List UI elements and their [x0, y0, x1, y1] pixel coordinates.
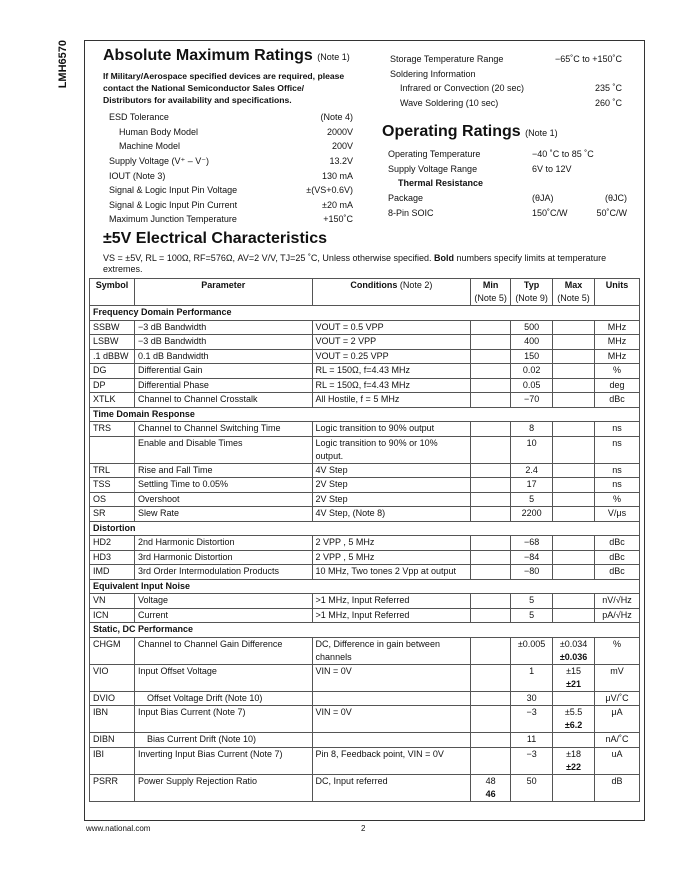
cell-cond: Logic transition to 90% or 10% output. [312, 436, 471, 463]
elec-section [103, 230, 638, 275]
cell-units: dBc [595, 565, 640, 580]
cell-sym [90, 436, 135, 463]
cell-units: ns [595, 463, 640, 478]
cell-min [471, 733, 511, 748]
abs-max-row: Maximum Junction Temperature +150˚C [109, 214, 353, 225]
cell-sym: IBI [90, 747, 135, 774]
cell-units: nV/√Hz [595, 594, 640, 609]
cell-max: ±0.034 ±0.036 [553, 637, 595, 664]
cell-sym: CHGM [90, 637, 135, 664]
table-row [90, 774, 640, 801]
cell-units: deg [595, 378, 640, 393]
table-row [90, 550, 640, 565]
cell-max [553, 436, 595, 463]
cell-param: Current [134, 608, 312, 623]
cell-param: Settling Time to 0.05% [134, 478, 312, 493]
cell-cond [312, 733, 471, 748]
cell-cond: VIN = 0V [312, 706, 471, 733]
cell-sym: ICN [90, 608, 135, 623]
cell-cond: VOUT = 0.5 VPP [312, 320, 471, 335]
cell-units: ns [595, 478, 640, 493]
cell-sym: IBN [90, 706, 135, 733]
cell-units: dBc [595, 536, 640, 551]
cell-cond: >1 MHz, Input Referred [312, 608, 471, 623]
abs-max-right-row: Storage Temperature Range −65˚C to +150˚C [390, 54, 622, 65]
cell-param: Rise and Fall Time [134, 463, 312, 478]
cell-min [471, 364, 511, 379]
cell-cond: DC, Difference in gain between channels [312, 637, 471, 664]
cell-typ: 0.05 [511, 378, 553, 393]
table-row [90, 463, 640, 478]
cell-param: −3 dB Bandwidth [134, 320, 312, 335]
cell-sym: TRL [90, 463, 135, 478]
cell-min [471, 378, 511, 393]
cell-cond: 2 VPP , 5 MHz [312, 536, 471, 551]
operating-ratings-title: Operating Ratings (Note 1) [382, 123, 558, 140]
cell-param: Enable and Disable Times [134, 436, 312, 463]
cell-sym: SSBW [90, 320, 135, 335]
cell-max [553, 463, 595, 478]
table-row [90, 393, 640, 408]
operating-ratings [382, 123, 627, 220]
cell-sym: IMD [90, 565, 135, 580]
cell-units: dBc [595, 393, 640, 408]
section-row [90, 306, 640, 321]
cell-max [553, 364, 595, 379]
cell-min [471, 320, 511, 335]
header-max: Max (Note 5) [553, 279, 595, 306]
cell-min [471, 637, 511, 664]
abs-max-row: Signal & Logic Input Pin Voltage ±(VS+0.6V) [109, 185, 353, 196]
cell-units: MHz [595, 335, 640, 350]
abs-max-right-row: Soldering Information [390, 68, 476, 79]
footer-site: www.national.com [86, 824, 151, 833]
cell-max [553, 492, 595, 507]
cell-sym: VN [90, 594, 135, 609]
cell-min [471, 550, 511, 565]
cell-typ: 8 [511, 422, 553, 437]
cell-param: Overshoot [134, 492, 312, 507]
abs-max-row: Supply Voltage (V⁺ – V⁻) 13.2V [109, 155, 353, 167]
cell-param: Channel to Channel Crosstalk [134, 393, 312, 408]
cell-cond: 4V Step, (Note 8) [312, 507, 471, 522]
cell-param: Channel to Channel Switching Time [134, 422, 312, 437]
cell-param: −3 dB Bandwidth [134, 335, 312, 350]
table-row [90, 664, 640, 691]
cell-typ: 400 [511, 335, 553, 350]
cell-min [471, 536, 511, 551]
elec-table [89, 278, 640, 802]
cell-sym: DG [90, 364, 135, 379]
cell-param: Channel to Channel Gain Difference [134, 637, 312, 664]
cell-max: ±18 ±22 [553, 747, 595, 774]
table-row [90, 320, 640, 335]
table-row [90, 608, 640, 623]
cell-param: 0.1 dB Bandwidth [134, 349, 312, 364]
section-title: Equivalent Input Noise [90, 579, 640, 594]
section-row [90, 407, 640, 422]
table-row [90, 335, 640, 350]
table-row [90, 378, 640, 393]
abs-max-warning: If Military/Aerospace specified devices are required, please contact the National Semiconductor Sales Office/ Distributors for availability and specifications. [103, 71, 345, 105]
cell-max [553, 536, 595, 551]
cell-typ: ±0.005 [511, 637, 553, 664]
cell-min [471, 436, 511, 463]
cell-units: mV [595, 664, 640, 691]
cell-param: Offset Voltage Drift (Note 10) [134, 691, 312, 706]
cell-units: % [595, 637, 640, 664]
cell-cond: 2 VPP , 5 MHz [312, 550, 471, 565]
cell-cond: 2V Step [312, 478, 471, 493]
header-symbol: Symbol [90, 279, 135, 306]
header-typ: Typ (Note 9) [511, 279, 553, 306]
header-min: Min (Note 5) [471, 279, 511, 306]
cell-param: Input Offset Voltage [134, 664, 312, 691]
cell-cond: 2V Step [312, 492, 471, 507]
cell-sym: XTLK [90, 393, 135, 408]
cell-min [471, 691, 511, 706]
abs-max-row: Signal & Logic Input Pin Current ±20 mA [109, 199, 353, 210]
cell-min [471, 507, 511, 522]
cell-min [471, 335, 511, 350]
op-temp-row: Operating Temperature −40 ˚C to 85 ˚C [388, 149, 594, 160]
cell-min [471, 463, 511, 478]
cell-typ: 2.4 [511, 463, 553, 478]
section-title: Frequency Domain Performance [90, 306, 640, 321]
cell-cond: >1 MHz, Input Referred [312, 594, 471, 609]
cell-cond [312, 691, 471, 706]
cell-min [471, 393, 511, 408]
abs-max-title: Absolute Maximum Ratings (Note 1) [103, 47, 350, 64]
cell-typ: 5 [511, 492, 553, 507]
cell-cond: RL = 150Ω, f=4.43 MHz [312, 378, 471, 393]
cell-min [471, 608, 511, 623]
table-row [90, 565, 640, 580]
cell-typ: −68 [511, 536, 553, 551]
cell-units: MHz [595, 320, 640, 335]
thermal-header-row: Package (θJA) (θJC) [388, 193, 627, 204]
table-row [90, 507, 640, 522]
cell-sym: DVIO [90, 691, 135, 706]
cell-min [471, 478, 511, 493]
cell-param: Voltage [134, 594, 312, 609]
table-row [90, 436, 640, 463]
cell-min: 48 46 [471, 774, 511, 801]
cell-param: Differential Gain [134, 364, 312, 379]
cell-typ: −3 [511, 706, 553, 733]
cell-typ: −3 [511, 747, 553, 774]
table-row [90, 422, 640, 437]
cell-sym: SR [90, 507, 135, 522]
cell-cond: DC, Input referred [312, 774, 471, 801]
cell-typ: 30 [511, 691, 553, 706]
abs-max-row: Machine Model 200V [119, 141, 353, 152]
header-parameter: Parameter [134, 279, 312, 306]
thermal-soic-row: 8-Pin SOIC 150˚C/W 50˚C/W [388, 207, 627, 218]
cell-max [553, 733, 595, 748]
cell-param: 3rd Order Intermodulation Products [134, 565, 312, 580]
section-row [90, 579, 640, 594]
cell-typ: −84 [511, 550, 553, 565]
table-header [90, 279, 640, 306]
cell-min [471, 422, 511, 437]
table-row [90, 536, 640, 551]
cell-typ: 0.02 [511, 364, 553, 379]
table-row [90, 706, 640, 733]
cell-max [553, 393, 595, 408]
cell-units: dB [595, 774, 640, 801]
abs-max-section [103, 47, 353, 227]
cell-param: Power Supply Rejection Ratio [134, 774, 312, 801]
cell-min [471, 565, 511, 580]
abs-max-right-row: Infrared or Convection (20 sec) 235 ˚C [400, 83, 622, 94]
cell-cond: All Hostile, f = 5 MHz [312, 393, 471, 408]
cell-min [471, 492, 511, 507]
cell-max [553, 774, 595, 801]
cell-min [471, 706, 511, 733]
cell-max [553, 422, 595, 437]
cell-min [471, 594, 511, 609]
cell-min [471, 747, 511, 774]
cell-typ: 50 [511, 774, 553, 801]
cell-max [553, 320, 595, 335]
cell-sym: DP [90, 378, 135, 393]
cell-sym: .1 dBBW [90, 349, 135, 364]
cell-max [553, 691, 595, 706]
cell-param: Input Bias Current (Note 7) [134, 706, 312, 733]
section-row [90, 623, 640, 638]
cell-param: Bias Current Drift (Note 10) [134, 733, 312, 748]
table-row [90, 492, 640, 507]
cell-units: ns [595, 422, 640, 437]
thermal-title: Thermal Resistance [398, 178, 484, 189]
cell-cond: VOUT = 0.25 VPP [312, 349, 471, 364]
section-title: Distortion [90, 521, 640, 536]
header-conditions: Conditions (Note 2) [312, 279, 471, 306]
abs-max-row: IOUT (Note 3) 130 mA [109, 170, 353, 181]
cell-cond: 10 MHz, Two tones 2 Vpp at output [312, 565, 471, 580]
header-units: Units [595, 279, 640, 306]
cell-typ: 5 [511, 608, 553, 623]
cell-units: μV/˚C [595, 691, 640, 706]
cell-cond: RL = 150Ω, f=4.43 MHz [312, 364, 471, 379]
cell-max: ±5.5 ±6.2 [553, 706, 595, 733]
side-part-label: LMH6570 [57, 40, 69, 89]
section-row [90, 521, 640, 536]
section-title: Static, DC Performance [90, 623, 640, 638]
cell-max [553, 507, 595, 522]
cell-units: pA/√Hz [595, 608, 640, 623]
cell-max: ±15 ±21 [553, 664, 595, 691]
cell-typ: 11 [511, 733, 553, 748]
cell-sym: HD2 [90, 536, 135, 551]
cell-typ: 1 [511, 664, 553, 691]
table-row [90, 733, 640, 748]
cell-max [553, 550, 595, 565]
table-row [90, 364, 640, 379]
cell-units: dBc [595, 550, 640, 565]
cell-cond: 4V Step [312, 463, 471, 478]
cell-min [471, 349, 511, 364]
cell-max [553, 349, 595, 364]
cell-cond: Pin 8, Feedback point, VIN = 0V [312, 747, 471, 774]
abs-max-right-row: Wave Soldering (10 sec) 260 ˚C [400, 98, 622, 109]
cell-units: % [595, 364, 640, 379]
cell-typ: 17 [511, 478, 553, 493]
table-row [90, 478, 640, 493]
elec-title: ±5V Electrical Characteristics [103, 230, 328, 247]
table-row [90, 594, 640, 609]
cell-param: Slew Rate [134, 507, 312, 522]
cell-min [471, 664, 511, 691]
cell-sym: OS [90, 492, 135, 507]
section-title: Time Domain Response [90, 407, 640, 422]
cell-cond: Logic transition to 90% output [312, 422, 471, 437]
cell-units: uA [595, 747, 640, 774]
op-supply-row: Supply Voltage Range 6V to 12V [388, 163, 572, 174]
cell-max [553, 565, 595, 580]
cell-sym: VIO [90, 664, 135, 691]
cell-max [553, 478, 595, 493]
cell-max [553, 608, 595, 623]
table-row [90, 637, 640, 664]
cell-typ: 2200 [511, 507, 553, 522]
cell-max [553, 335, 595, 350]
cell-typ: −80 [511, 565, 553, 580]
cell-typ: 10 [511, 436, 553, 463]
cell-param: Differential Phase [134, 378, 312, 393]
cell-units: V/μs [595, 507, 640, 522]
cell-sym: LSBW [90, 335, 135, 350]
cell-units: % [595, 492, 640, 507]
table-row [90, 747, 640, 774]
cell-typ: 5 [511, 594, 553, 609]
cell-cond: VOUT = 2 VPP [312, 335, 471, 350]
cell-sym: DIBN [90, 733, 135, 748]
footer-page: 2 [361, 824, 366, 833]
cell-typ: 500 [511, 320, 553, 335]
cell-max [553, 594, 595, 609]
cell-param: 3rd Harmonic Distortion [134, 550, 312, 565]
abs-max-rows [103, 110, 353, 227]
cell-units: MHz [595, 349, 640, 364]
cell-cond: VIN = 0V [312, 664, 471, 691]
cell-units: μA [595, 706, 640, 733]
abs-max-row: ESD Tolerance (Note 4) [109, 112, 353, 123]
abs-max-right [390, 52, 622, 110]
cell-typ: 150 [511, 349, 553, 364]
cell-typ: −70 [511, 393, 553, 408]
cell-param: Inverting Input Bias Current (Note 7) [134, 747, 312, 774]
abs-max-row: Human Body Model 2000V [119, 126, 353, 137]
cell-sym: TRS [90, 422, 135, 437]
cell-max [553, 378, 595, 393]
table-row [90, 349, 640, 364]
cell-sym: PSRR [90, 774, 135, 801]
cell-sym: TSS [90, 478, 135, 493]
table-row [90, 691, 640, 706]
cell-param: 2nd Harmonic Distortion [134, 536, 312, 551]
cell-sym: HD3 [90, 550, 135, 565]
cell-units: nA/˚C [595, 733, 640, 748]
cell-units: ns [595, 436, 640, 463]
elec-conditions: VS = ±5V, RL = 100Ω, RF=576Ω, AV=2 V/V, TJ=25 ˚C, Unless otherwise specified. Bold numbers specify limits at temperature extremes. [103, 253, 607, 274]
